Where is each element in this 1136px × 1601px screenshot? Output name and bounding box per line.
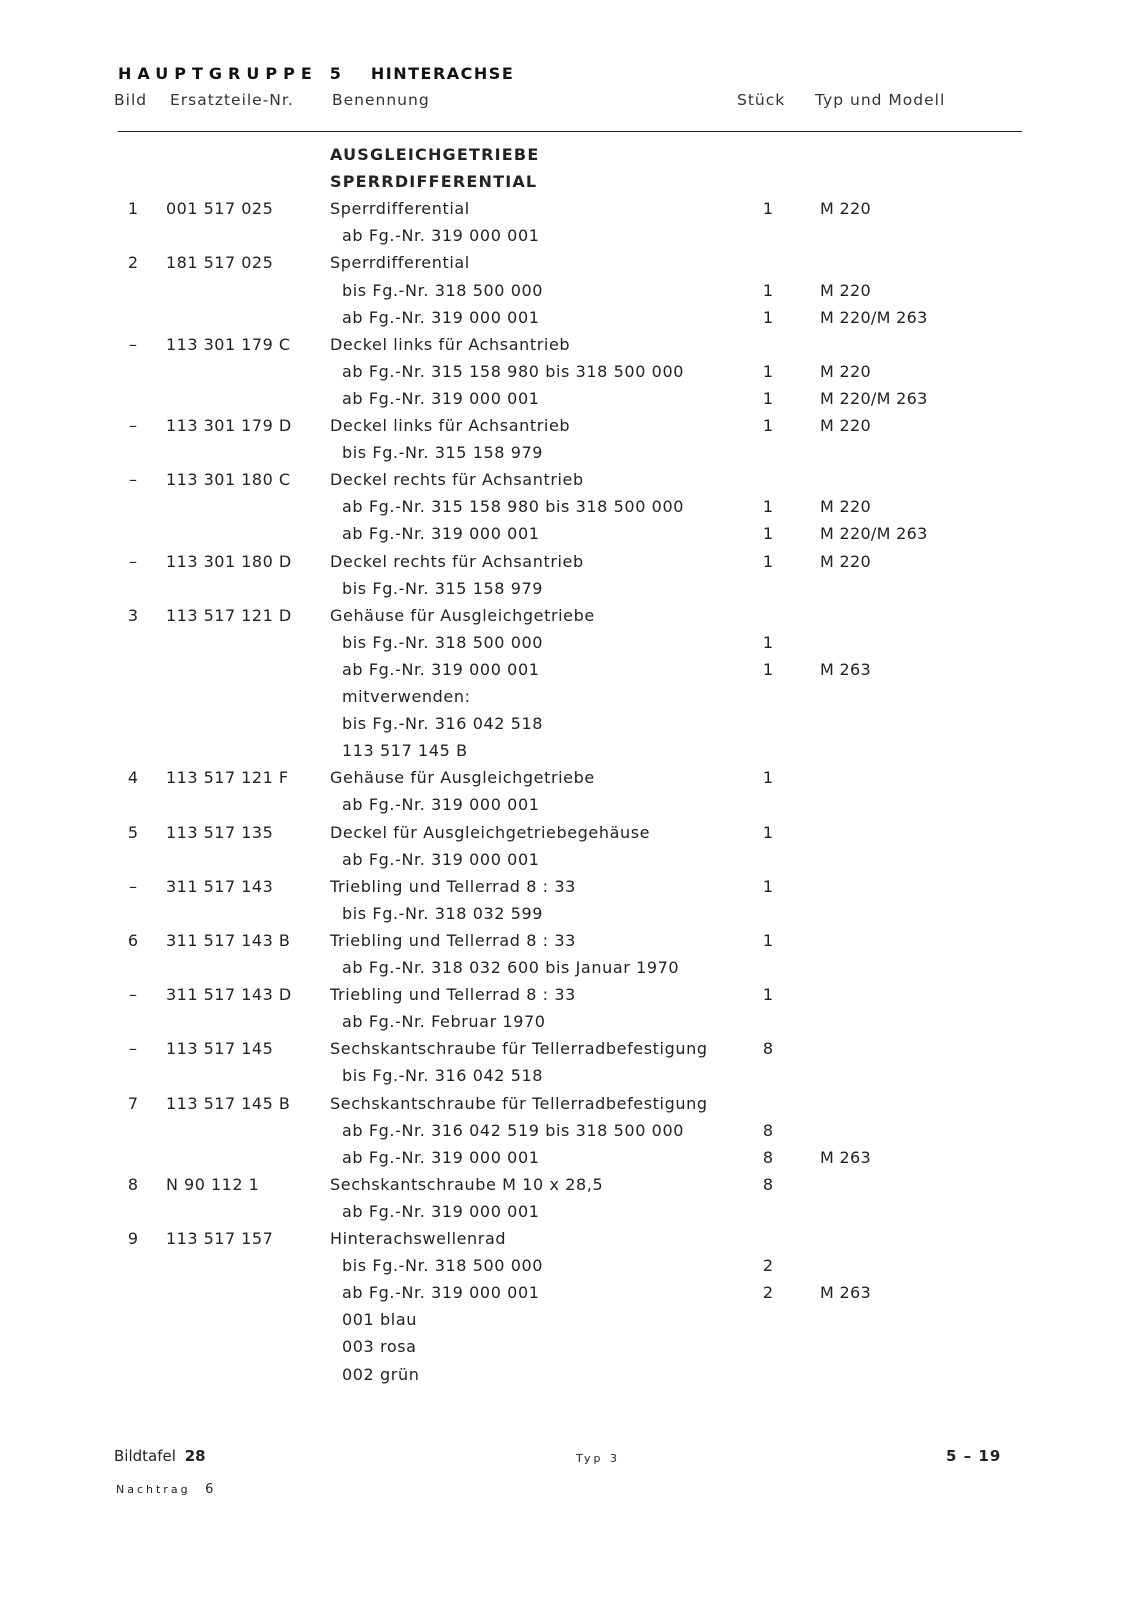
row-stueck: 1	[762, 551, 774, 571]
row-benennung: SPERRDIFFERENTIAL	[330, 172, 538, 192]
footer-page-number: 5 – 19	[946, 1447, 1002, 1465]
table-row	[0, 199, 1136, 226]
table-row	[0, 985, 1136, 1012]
nachtrag-number: 6	[205, 1482, 217, 1497]
row-ersatzteil-nr: N 90 112 1	[166, 1174, 260, 1194]
table-row	[0, 335, 1136, 362]
row-benennung: ab Fg.-Nr. 319 000 001	[342, 226, 540, 246]
column-header-bild: Bild	[114, 91, 148, 109]
row-ersatzteil-nr: 181 517 025	[166, 253, 274, 273]
row-bild: 5	[127, 822, 139, 842]
row-benennung: bis Fg.-Nr. 316 042 518	[342, 714, 544, 734]
row-stueck: 1	[762, 632, 774, 652]
table-row	[0, 1066, 1136, 1093]
row-benennung: ab Fg.-Nr. 319 000 001	[342, 307, 540, 327]
row-stueck: 1	[762, 497, 774, 517]
row-bild: –	[129, 416, 137, 435]
table-row	[0, 958, 1136, 985]
row-stueck: 1	[762, 307, 774, 327]
row-benennung: bis Fg.-Nr. 318 032 599	[342, 903, 544, 923]
row-bild: –	[129, 1039, 137, 1059]
row-ersatzteil-nr: 113 301 179 D	[166, 416, 292, 435]
table-row	[0, 145, 1136, 172]
row-benennung: 003 rosa	[342, 1337, 417, 1357]
row-ersatzteil-nr: 311 517 143 B	[166, 930, 291, 950]
footer-nachtrag	[116, 1482, 216, 1497]
row-benennung: Sechskantschraube für Tellerradbefestigung	[330, 1093, 708, 1113]
row-benennung: bis Fg.-Nr. 318 500 000	[342, 280, 544, 300]
group-label: HAUPTGRUPPE	[118, 64, 318, 83]
table-row	[0, 579, 1136, 606]
row-typ: M 220/M 263	[820, 524, 928, 544]
row-benennung: Triebling und Tellerrad 8 : 33	[330, 985, 576, 1005]
row-benennung: AUSGLEICHGETRIEBE	[330, 145, 540, 164]
table-row	[0, 1175, 1136, 1202]
footer-bildtafel	[114, 1447, 206, 1465]
row-typ: M 220	[820, 551, 871, 571]
row-benennung: ab Fg.-Nr. 319 000 001	[342, 795, 540, 815]
group-number: 5	[329, 64, 341, 83]
table-row	[0, 877, 1136, 904]
row-benennung: ab Fg.-Nr. 319 000 001	[342, 1283, 540, 1303]
row-stueck: 1	[762, 524, 774, 544]
row-bild: 6	[127, 930, 139, 950]
table-row	[0, 281, 1136, 308]
row-stueck: 1	[762, 768, 774, 788]
row-stueck: 2	[762, 1283, 774, 1303]
row-benennung: ab Fg.-Nr. 319 000 001	[342, 524, 540, 544]
column-header-ersatzteil: Ersatzteile-Nr.	[170, 91, 294, 109]
table-row	[0, 524, 1136, 551]
row-benennung: Deckel links für Achsantrieb	[330, 416, 571, 435]
column-header-stueck: Stück	[737, 91, 786, 109]
table-row	[0, 389, 1136, 416]
row-ersatzteil-nr: 113 517 135	[166, 822, 274, 842]
row-bild: –	[129, 985, 137, 1005]
row-bild: 7	[127, 1093, 139, 1113]
row-benennung: ab Fg.-Nr. 315 158 980 bis 318 500 000	[342, 361, 685, 381]
row-benennung: Sperrdifferential	[330, 253, 470, 273]
table-row	[0, 1012, 1136, 1039]
row-benennung: Sechskantschraube für Tellerradbefestigung	[330, 1039, 708, 1059]
row-benennung: Sechskantschraube M 10 x 28,5	[330, 1174, 604, 1194]
table-row	[0, 768, 1136, 795]
footer-typ: Typ 3	[576, 1452, 620, 1465]
row-stueck: 1	[762, 416, 774, 435]
row-stueck: 8	[762, 1147, 774, 1167]
row-benennung: ab Fg.-Nr. 319 000 001	[342, 1201, 540, 1221]
row-bild: –	[129, 334, 137, 354]
row-bild: 2	[127, 253, 139, 273]
table-row	[0, 497, 1136, 524]
row-typ: M 220	[820, 199, 871, 219]
row-ersatzteil-nr: 113 301 180 D	[166, 551, 292, 571]
row-benennung: ab Fg.-Nr. 319 000 001	[342, 659, 540, 679]
row-benennung: Sperrdifferential	[330, 199, 470, 219]
row-typ: M 220	[820, 361, 871, 381]
row-benennung: ab Fg.-Nr. 319 000 001	[342, 388, 540, 408]
row-bild: –	[129, 470, 137, 490]
table-row	[0, 660, 1136, 687]
table-row	[0, 606, 1136, 633]
row-benennung: 113 517 145 B	[342, 741, 468, 761]
table-row	[0, 362, 1136, 389]
row-benennung: ab Fg.-Nr. 319 000 001	[342, 849, 540, 869]
row-benennung: 002 grün	[342, 1364, 420, 1384]
table-row	[0, 1148, 1136, 1175]
table-row	[0, 1256, 1136, 1283]
table-row	[0, 416, 1136, 443]
row-stueck: 1	[762, 388, 774, 408]
table-row	[0, 823, 1136, 850]
row-ersatzteil-nr: 113 301 179 C	[166, 334, 291, 354]
bildtafel-number: 28	[184, 1447, 206, 1465]
row-benennung: ab Fg.-Nr. 318 032 600 bis Januar 1970	[342, 958, 680, 977]
row-bild: –	[129, 876, 137, 896]
row-stueck: 1	[762, 930, 774, 950]
row-benennung: Triebling und Tellerrad 8 : 33	[330, 930, 576, 950]
row-typ: M 263	[820, 1283, 871, 1303]
row-benennung: Deckel rechts für Achsantrieb	[330, 470, 584, 490]
table-row	[0, 253, 1136, 280]
row-benennung: bis Fg.-Nr. 316 042 518	[342, 1066, 544, 1086]
row-ersatzteil-nr: 311 517 143 D	[166, 985, 292, 1005]
row-benennung: bis Fg.-Nr. 318 500 000	[342, 1256, 544, 1276]
group-name: HINTERACHSE	[370, 64, 515, 83]
table-row	[0, 850, 1136, 877]
table-row	[0, 1365, 1136, 1392]
row-ersatzteil-nr: 113 301 180 C	[166, 470, 291, 490]
table-row	[0, 308, 1136, 335]
row-stueck: 1	[762, 985, 774, 1005]
table-row	[0, 1094, 1136, 1121]
row-benennung: Deckel rechts für Achsantrieb	[330, 551, 584, 571]
row-benennung: bis Fg.-Nr. 315 158 979	[342, 443, 544, 463]
row-bild: –	[129, 551, 137, 571]
row-benennung: Triebling und Tellerrad 8 : 33	[330, 876, 576, 896]
row-ersatzteil-nr: 113 517 157	[166, 1229, 274, 1248]
table-row	[0, 172, 1136, 199]
row-benennung: ab Fg.-Nr. 319 000 001	[342, 1147, 540, 1167]
table-row	[0, 1202, 1136, 1229]
table-row	[0, 443, 1136, 470]
row-stueck: 1	[762, 822, 774, 842]
table-row	[0, 931, 1136, 958]
row-bild: 9	[127, 1229, 139, 1248]
row-bild: 1	[127, 199, 139, 219]
row-typ: M 220	[820, 416, 871, 435]
row-typ: M 220	[820, 280, 871, 300]
header-rule	[118, 131, 1022, 132]
row-benennung: 001 blau	[342, 1310, 417, 1330]
row-typ: M 220/M 263	[820, 307, 928, 327]
table-row	[0, 1310, 1136, 1337]
table-row	[0, 741, 1136, 768]
row-stueck: 8	[762, 1039, 774, 1059]
table-row	[0, 1229, 1136, 1256]
row-ersatzteil-nr: 311 517 143	[166, 876, 274, 896]
table-row	[0, 1121, 1136, 1148]
table-row	[0, 687, 1136, 714]
row-benennung: Gehäuse für Ausgleichgetriebe	[330, 768, 595, 788]
row-stueck: 1	[762, 361, 774, 381]
table-row	[0, 1039, 1136, 1066]
table-row	[0, 904, 1136, 931]
row-stueck: 1	[762, 659, 774, 679]
row-benennung: Deckel für Ausgleichgetriebegehäuse	[330, 822, 651, 842]
group-title	[118, 64, 514, 83]
row-typ: M 263	[820, 659, 871, 679]
row-ersatzteil-nr: 113 517 145	[166, 1039, 274, 1059]
table-row	[0, 795, 1136, 822]
row-stueck: 1	[762, 876, 774, 896]
row-benennung: Gehäuse für Ausgleichgetriebe	[330, 605, 595, 625]
row-benennung: Hinterachswellenrad	[330, 1229, 507, 1248]
row-stueck: 1	[762, 280, 774, 300]
row-typ: M 220	[820, 497, 871, 517]
row-bild: 8	[127, 1174, 139, 1194]
table-row	[0, 633, 1136, 660]
row-benennung: bis Fg.-Nr. 318 500 000	[342, 632, 544, 652]
row-benennung: ab Fg.-Nr. Februar 1970	[342, 1012, 546, 1032]
row-stueck: 8	[762, 1120, 774, 1140]
table-row	[0, 1283, 1136, 1310]
row-bild: 4	[127, 768, 139, 788]
row-benennung: Deckel links für Achsantrieb	[330, 334, 571, 354]
bildtafel-label: Bildtafel	[114, 1447, 176, 1465]
row-stueck: 8	[762, 1174, 774, 1194]
table-row	[0, 552, 1136, 579]
row-stueck: 1	[762, 199, 774, 219]
row-ersatzteil-nr: 113 517 121 F	[166, 768, 289, 788]
row-benennung: mitverwenden:	[342, 687, 471, 706]
row-benennung: ab Fg.-Nr. 316 042 519 bis 318 500 000	[342, 1120, 685, 1140]
row-bild: 3	[127, 605, 139, 625]
table-row	[0, 1337, 1136, 1364]
row-ersatzteil-nr: 001 517 025	[166, 199, 274, 219]
row-typ: M 263	[820, 1147, 871, 1167]
column-header-benennung: Benennung	[332, 91, 430, 109]
row-ersatzteil-nr: 113 517 121 D	[166, 605, 292, 625]
row-ersatzteil-nr: 113 517 145 B	[166, 1093, 291, 1113]
column-header-typ: Typ und Modell	[815, 91, 946, 109]
nachtrag-label: Nachtrag	[116, 1483, 191, 1496]
row-benennung: bis Fg.-Nr. 315 158 979	[342, 578, 544, 598]
table-row	[0, 470, 1136, 497]
table-row	[0, 226, 1136, 253]
row-benennung: ab Fg.-Nr. 315 158 980 bis 318 500 000	[342, 497, 685, 517]
row-stueck: 2	[762, 1256, 774, 1276]
row-typ: M 220/M 263	[820, 388, 928, 408]
table-row	[0, 714, 1136, 741]
